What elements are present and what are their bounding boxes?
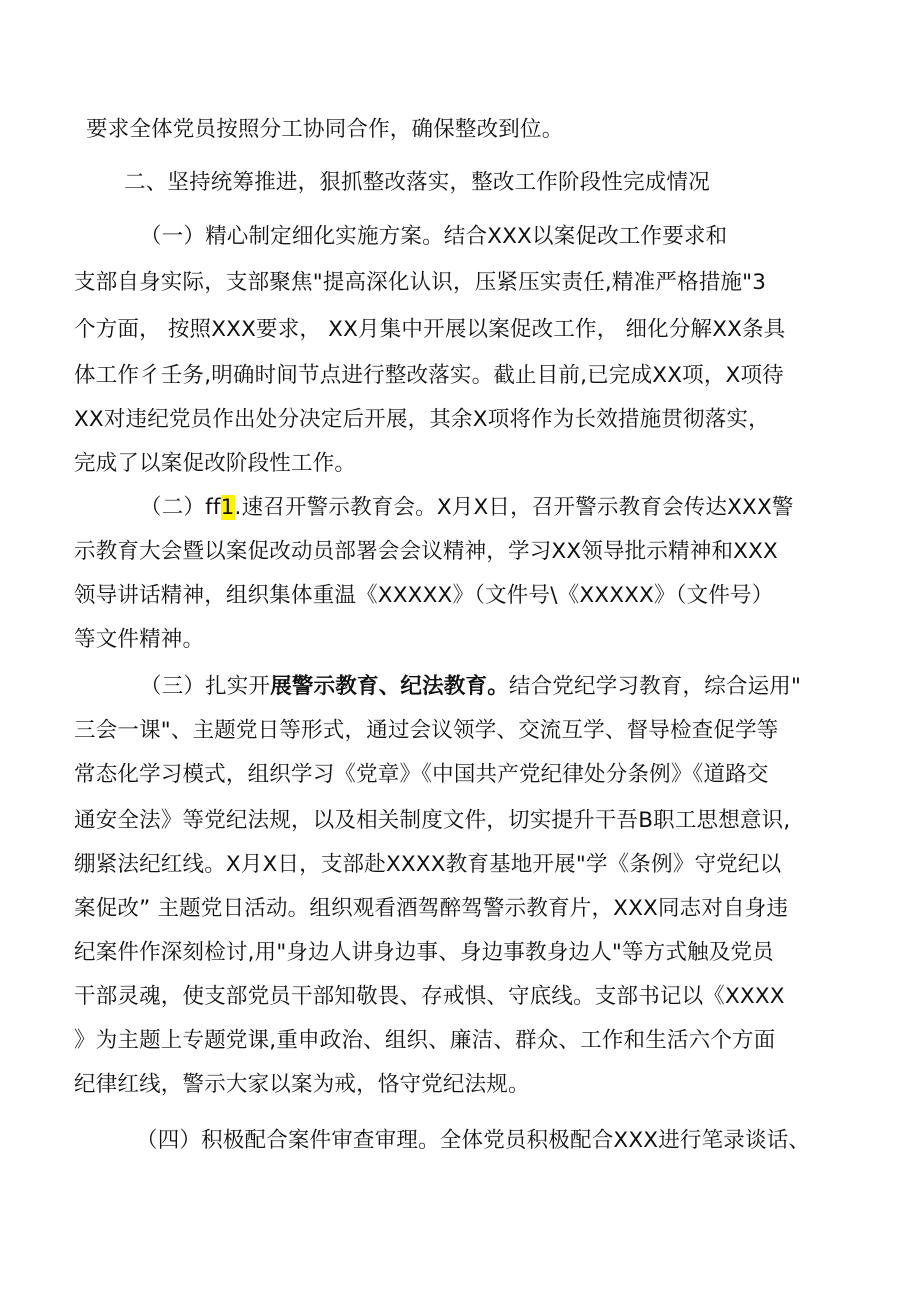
paragraph-2-first-line [140,493,794,523]
text-line-1: 要求全体党员按照分工协同合作，确保整改到位。 [86,117,564,142]
text-line-4: 支部自身实际，支部聚焦"提高深化认识，压紧压实责任,精准严格措施"3 [74,270,767,295]
text-line-11: 领导讲话精神，组织集体重温《XXXXX》（文件号\《XXXXX》（文件号） [74,583,774,608]
text-line-22: 纪律红线，警示大家以案为戒，恪守党纪法规。 [74,1072,530,1097]
text-line-20: 干部灵魂，使支部党员干部知敬畏、存戒惧、守底线。支部书记以《XXXX [74,984,785,1009]
text-line-21: 》为主题上专题党课,重申政治、组织、廉洁、群众、工作和生活六个方面 [74,1028,776,1053]
paragraph-2-rest: .速召开警示教育会。X月X日，召开警示教育会传达XXX警 [234,495,794,520]
bold-text: 展警示教育、纪法教育。 [270,674,509,699]
section-heading: 二、坚持统筹推进，狠抓整改落实，整改工作阶段性完成情况 [124,170,710,195]
text-line-12: 等文件精神。 [74,627,205,652]
text-line-3: （一）精心制定细化实施方案。结合XXX以案促改工作要求和 [140,224,728,249]
text-line-19: 纪案件作深刻检讨,用"身边人讲身边事、身边事教身边人"等方式触及党员 [74,940,774,965]
paragraph-3-rest: 结合党纪学习教育，综合运用" [508,674,802,699]
paragraph-3-lead: （三）扎实开 [140,674,271,699]
paragraph-2-lead: （二）ff [140,495,221,520]
text-line-15: 常态化学习模式，组织学习《党章》《中国共产党纪律处分条例》《道路交 [74,762,769,787]
text-line-14: 三会一课"、主题党日等形式，通过会议领学、交流互学、督导检查促学等 [74,718,779,743]
paragraph-3-first-line [140,672,801,702]
text-line-16: 通安全法》等党纪法规，以及相关制度文件，切实提升干吾B职工思想意识, [74,808,791,833]
text-line-6: 体工作彳壬务,明确时间节点进行整改落实。截止目前,已完成XX项，X项待 [74,363,784,388]
text-line-10: 示教育大会暨以案促改动员部署会会议精神，学习XX领导批示精神和XXX [74,539,778,564]
text-line-18: 案促改” 主题党日活动。组织观看酒驾醉驾警示教育片，XXX同志对自身违 [74,896,789,921]
text-line-23: （四）积极配合案件审查审理。全体党员积极配合XXX进行笔录谈话、 [136,1128,811,1153]
text-line-7: XX对违纪党员作出处分决定后开展，其余X项将作为长效措施贯彻落实， [74,407,770,432]
text-line-8: 完成了以案促改阶段性工作。 [74,451,357,476]
text-line-5: 个方面， 按照XXX要求， XX月集中开展以案促改工作， 细化分解XX条具 [74,317,786,342]
text-line-17: 绷紧法纪红线。X月X日，支部赴XXXX教育基地开展"学《条例》守党纪以 [74,852,782,877]
highlighted-text: 1 [220,495,235,520]
